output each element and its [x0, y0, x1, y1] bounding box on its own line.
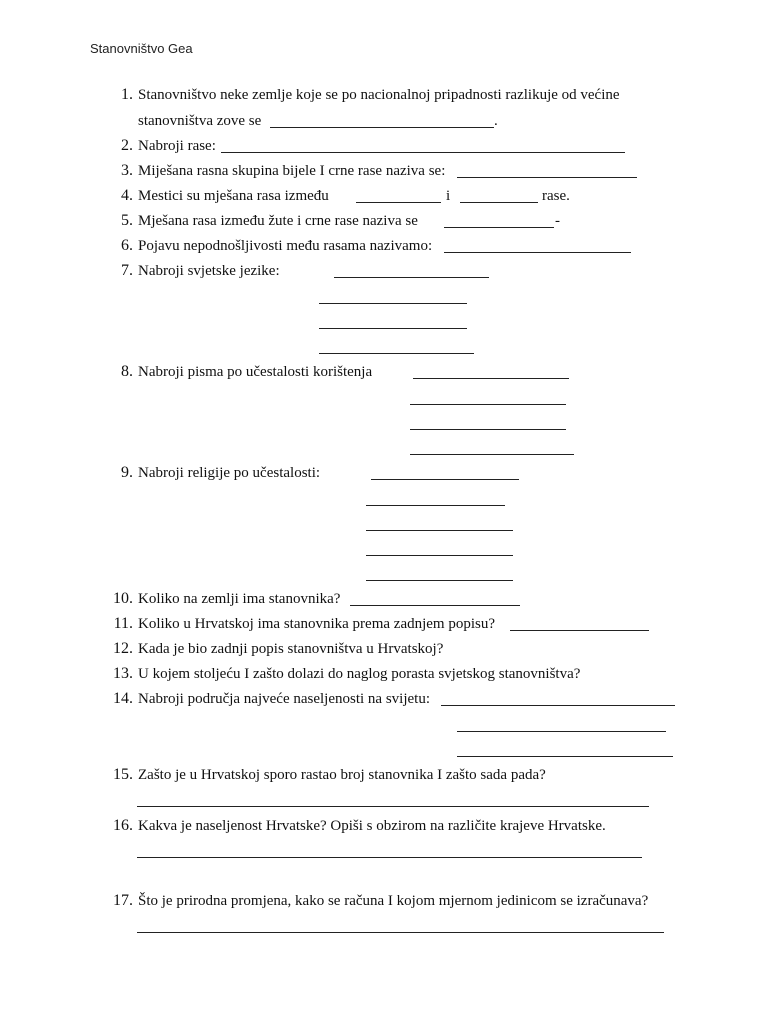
answer-blank[interactable] [413, 378, 569, 379]
question-text: Miješana rasna skupina bijele I crne rase naziva se: [138, 163, 446, 179]
question-number: 11. [113, 615, 133, 632]
question-text: Stanovništvo neke zemlje koje se po nacionalnoj pripadnosti razlikuje od većine [138, 87, 620, 103]
answer-blank[interactable] [366, 580, 513, 581]
question-text: Kakva je naseljenost Hrvatske? Opiši s obzirom na različite krajeve Hrvatske. [138, 818, 606, 834]
answer-blank[interactable] [366, 555, 513, 556]
question-number: 13. [113, 665, 133, 682]
answer-blank[interactable] [371, 479, 519, 480]
question-number: 6. [121, 237, 133, 254]
question-text: Što je prirodna promjena, kako se računa I kojom mjernom jedinicom se izračunava? [138, 893, 649, 909]
question-text: Nabroji pisma po učestalosti korištenja [138, 364, 373, 380]
question-number: 5. [121, 212, 133, 229]
answer-blank[interactable] [356, 202, 441, 203]
answer-blank[interactable] [460, 202, 538, 203]
answer-blank[interactable] [319, 353, 474, 354]
question-text: Nabroji svjetske jezike: [138, 263, 280, 279]
answer-blank[interactable] [457, 177, 637, 178]
answer-blank[interactable] [457, 756, 673, 757]
question-text: Nabroji područja najveće naseljenosti na svijetu: [138, 691, 430, 707]
question-text: stanovništva zove se [138, 113, 262, 129]
question-text: Mestici su mješana rasa između [138, 188, 329, 204]
question-number: 7. [121, 262, 133, 279]
question-number: 8. [121, 363, 133, 380]
question-text: Mješana rasa između žute i crne rase naziva se [138, 213, 418, 229]
question-text: - [555, 213, 560, 229]
question-text: Koliko na zemlji ima stanovnika? [138, 591, 341, 607]
question-number: 10. [113, 590, 133, 607]
answer-blank[interactable] [510, 630, 649, 631]
question-number: 9. [121, 464, 133, 481]
answer-blank[interactable] [270, 127, 494, 128]
answer-blank[interactable] [221, 152, 625, 153]
question-number: 3. [121, 162, 133, 179]
answer-blank[interactable] [441, 705, 675, 706]
question-text: Nabroji rase: [138, 138, 216, 154]
answer-blank[interactable] [137, 932, 664, 933]
question-number: 4. [121, 187, 133, 204]
answer-blank[interactable] [410, 404, 566, 405]
answer-blank[interactable] [319, 328, 467, 329]
question-text: i [446, 188, 451, 204]
question-text: Zašto je u Hrvatskoj sporo rastao broj stanovnika I zašto sada pada? [138, 767, 546, 783]
answer-blank[interactable] [319, 303, 467, 304]
question-number: 2. [121, 137, 133, 154]
answer-blank[interactable] [137, 806, 649, 807]
question-text: . [494, 113, 498, 129]
answer-blank[interactable] [334, 277, 489, 278]
question-number: 1. [121, 86, 133, 103]
question-text: Nabroji religije po učestalosti: [138, 465, 321, 481]
answer-blank[interactable] [366, 505, 505, 506]
question-number: 14. [113, 690, 133, 707]
answer-blank[interactable] [350, 605, 520, 606]
question-text: Koliko u Hrvatskoj ima stanovnika prema zadnjem popisu? [138, 616, 496, 632]
question-number: 12. [113, 640, 133, 657]
question-text: rase. [542, 188, 570, 204]
answer-blank[interactable] [410, 429, 566, 430]
answer-blank[interactable] [137, 857, 642, 858]
question-number: 15. [113, 766, 133, 783]
answer-blank[interactable] [410, 454, 574, 455]
question-text: Pojavu nepodnošljivosti među rasama nazivamo: [138, 238, 433, 254]
answer-blank[interactable] [444, 227, 554, 228]
answer-blank[interactable] [444, 252, 631, 253]
answer-blank[interactable] [457, 731, 666, 732]
answer-blank[interactable] [366, 530, 513, 531]
question-text: U kojem stoljeću I zašto dolazi do naglog porasta svjetskog stanovništva? [138, 666, 581, 682]
document-header: Stanovništvo Gea [90, 41, 193, 56]
question-number: 16. [113, 817, 133, 834]
question-text: Kada je bio zadnji popis stanovništva u Hrvatskoj? [138, 641, 444, 657]
question-number: 17. [113, 892, 133, 909]
